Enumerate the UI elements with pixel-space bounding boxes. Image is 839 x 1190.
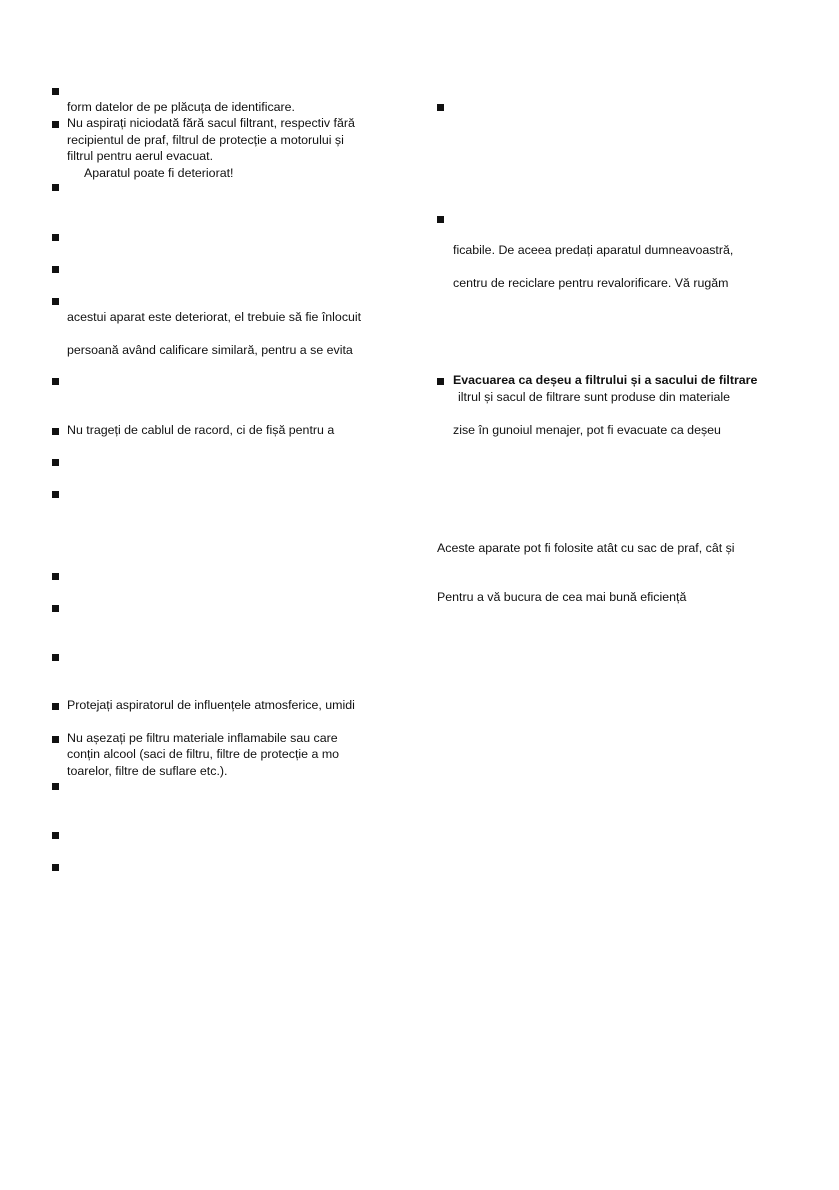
bullet-marker bbox=[52, 491, 59, 498]
bullet-marker bbox=[437, 216, 444, 223]
recyclable-line: ficabile. De aceea predați aparatul dumneavoastră, bbox=[453, 243, 734, 257]
bullet-marker bbox=[52, 573, 59, 580]
efficiency-line: Pentru a vă bucura de cea mai bună eficiență bbox=[437, 590, 687, 604]
bullet-marker bbox=[437, 378, 444, 385]
qualified-person-line: persoană având calificare similară, pentru a se evita bbox=[67, 343, 353, 357]
bullet-marker bbox=[52, 654, 59, 661]
flammable-line-2: conțin alcool (saci de filtru, filtre de protecție a mo bbox=[67, 747, 340, 761]
bullet-marker bbox=[52, 121, 59, 128]
recycling-center-line: centru de reciclare pentru revalorificare. Vă rugăm bbox=[453, 276, 729, 290]
bullet-marker bbox=[52, 864, 59, 871]
weather-protection-line: Protejați aspiratorul de influențele atmosferice, umidi bbox=[67, 698, 355, 712]
identification-line: form datelor de pe plăcuța de identificare. bbox=[67, 100, 295, 114]
bullet-marker bbox=[437, 104, 444, 111]
bullet-marker bbox=[52, 88, 59, 95]
bullet-marker bbox=[52, 428, 59, 435]
flammable-line-1: Nu așezați pe filtru materiale inflamabile sau care bbox=[67, 731, 338, 745]
filter-disposal-heading: Evacuarea ca deșeu a filtrului și a sacului de filtrare bbox=[453, 373, 758, 387]
bullet-marker bbox=[52, 378, 59, 385]
filter-warning-line-2: recipientul de praf, filtrul de protecție a motorului și bbox=[67, 133, 344, 147]
bullet-marker bbox=[52, 298, 59, 305]
bullet-marker bbox=[52, 459, 59, 466]
cable-damaged-line: acestui aparat este deteriorat, el trebuie să fie înlocuit bbox=[67, 310, 362, 324]
bag-use-line: Aceste aparate pot fi folosite atât cu sac de praf, cât și bbox=[437, 541, 735, 555]
pull-cable-line: Nu trageți de cablul de racord, ci de fișă pentru a bbox=[67, 423, 335, 437]
bullet-marker bbox=[52, 605, 59, 612]
bullet-marker bbox=[52, 234, 59, 241]
filter-materials-line: iltrul și sacul de filtrare sunt produse din materiale bbox=[458, 390, 731, 404]
bullet-marker bbox=[52, 736, 59, 743]
bullet-marker bbox=[52, 832, 59, 839]
bullet-marker bbox=[52, 266, 59, 273]
filter-warning-line-1: Nu aspirați niciodată fără sacul filtrant, respectiv fără bbox=[67, 116, 355, 130]
bullet-marker bbox=[52, 184, 59, 191]
filter-warning-note: Aparatul poate fi deteriorat! bbox=[84, 166, 234, 180]
filter-warning-line-3: filtrul pentru aerul evacuat. bbox=[67, 149, 214, 163]
bullet-marker bbox=[52, 703, 59, 710]
flammable-line-3: toarelor, filtre de suflare etc.). bbox=[67, 764, 228, 778]
household-waste-line: zise în gunoiul menajer, pot fi evacuate ca deșeu bbox=[453, 423, 721, 437]
bullet-marker bbox=[52, 783, 59, 790]
